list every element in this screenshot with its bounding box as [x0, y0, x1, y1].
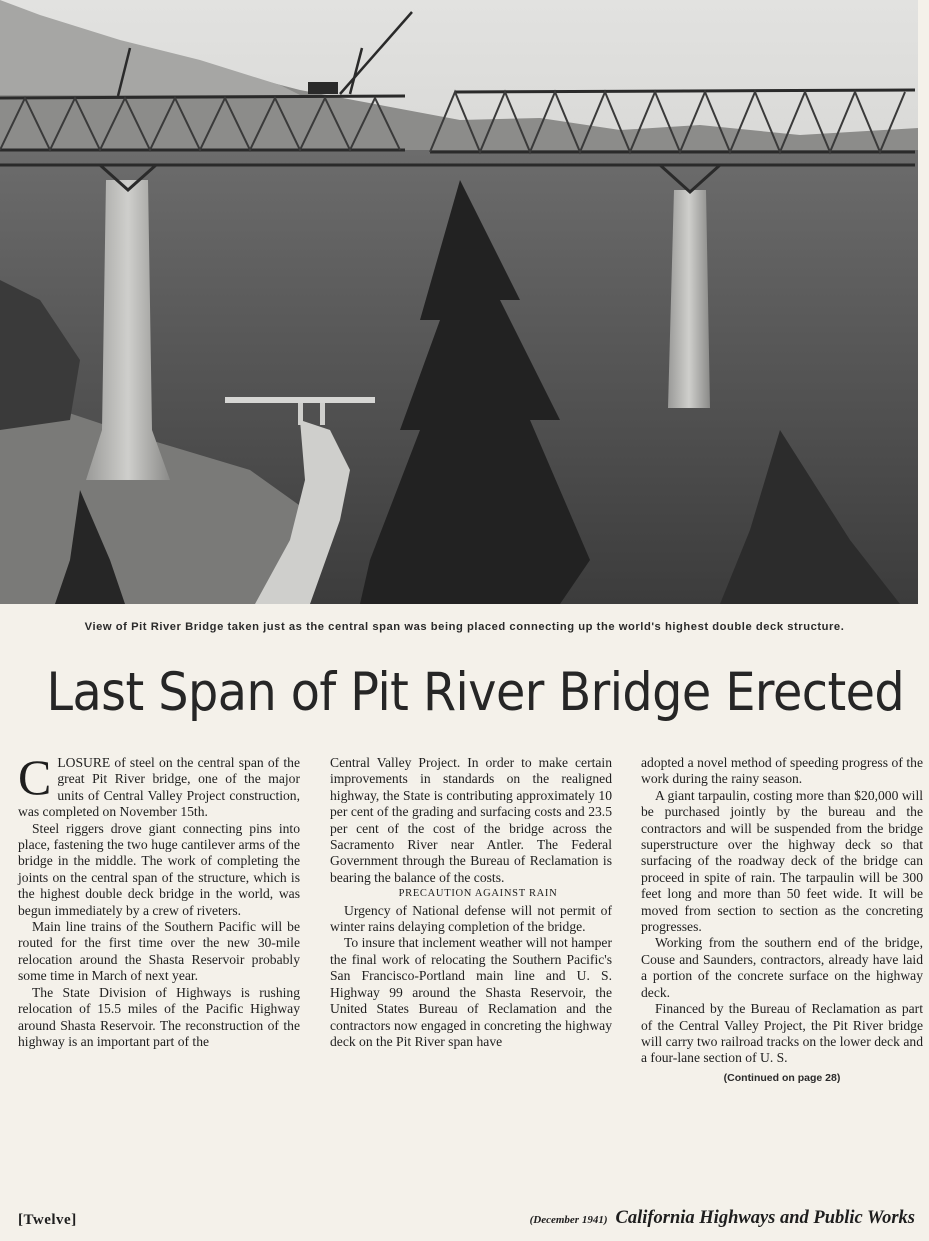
paragraph: adopted a novel method of speeding progress of the work during the rainy season.: [641, 755, 923, 787]
paragraph: Steel riggers drove giant connecting pins into place, fastening the two huge cantilever arms of the bridge in the middle. The work of completing the joints on the central span of the structure, which is the highest double deck bridge in the world, was begun immediately by a crew of riveters.: [18, 820, 300, 918]
continued-note: (Continued on page 28): [723, 1071, 841, 1084]
paragraph: The State Division of Highways is rushing relocation of 15.5 miles of the Pacific Highway around Shasta Reservoir. The reconstruction of the highway is an important part of the: [18, 984, 300, 1049]
column-3: [641, 755, 923, 1086]
issue-date: (December 1941): [529, 1214, 608, 1226]
drop-cap: C: [18, 749, 52, 805]
bridge-photo: [0, 0, 918, 604]
footer-publication: [530, 1208, 915, 1229]
paragraph: A giant tarpaulin, costing more than $20,000 will be purchased jointly by the bureau and the contractors and will be suspended from the bridge superstructure over the highway deck so that surfacing of the roadway deck of the bridge can proceed in spite of rain. The tarpaulin will be 300 feet long and more than 50 feet wide. It will be moved from section to section as the concreting progresses.: [641, 787, 923, 935]
column-1: [18, 749, 300, 1050]
paragraph: Main line trains of the Southern Pacific will be routed for the first time over the new 30-mile relocation around the Shasta Reservoir probably some time in March of next year.: [18, 919, 300, 984]
photo-caption: View of Pit River Bridge taken just as the central span was being placed connecting up the world's highest double deck structure.: [84, 621, 845, 633]
column-2: [330, 755, 612, 1050]
paragraph: Working from the southern end of the bridge, Couse and Saunders, contractors, already have laid a portion of the concrete surface on the highway deck.: [641, 935, 923, 1000]
page-number: [Twelve]: [18, 1212, 77, 1228]
paragraph: Urgency of National defense will not permit of winter rains delaying completion of the bridge.: [330, 902, 612, 935]
magazine-title: California Highways and Public Works: [615, 1208, 915, 1228]
paragraph: To insure that inclement weather will not hamper the final work of relocating the Southern Pacific's San Francisco-Portland main line and U. S. Highway 99 around the Shasta Reservoir, the United States Bureau of Reclamation and the contractors now engaged in concreting the highway deck on the Pit River span have: [330, 935, 612, 1049]
paragraph: Central Valley Project. In order to make certain improvements in standards on the realigned highway, the State is contributing approximately 10 per cent of the grading and surfacing costs and 23.5 per cent of the cost of the bridge across the Sacramento River near Antler. The Federal Government through the Bureau of Reclamation is bearing the balance of the costs.: [330, 755, 612, 885]
paragraph: Financed by the Bureau of Reclamation as part of the Central Valley Project, the Pit River bridge will carry two railroad tracks on the lower deck and a four-lane section of U. S.: [641, 1001, 923, 1066]
section-subhead: PRECAUTION AGAINST RAIN: [398, 888, 558, 900]
paragraph: CLOSURE of steel on the central span of the great Pit River bridge, one of the major units of Central Valley Project construction, was completed on November 15th.: [18, 749, 300, 820]
article-headline: Last Span of Pit River Bridge Erected: [46, 662, 905, 723]
